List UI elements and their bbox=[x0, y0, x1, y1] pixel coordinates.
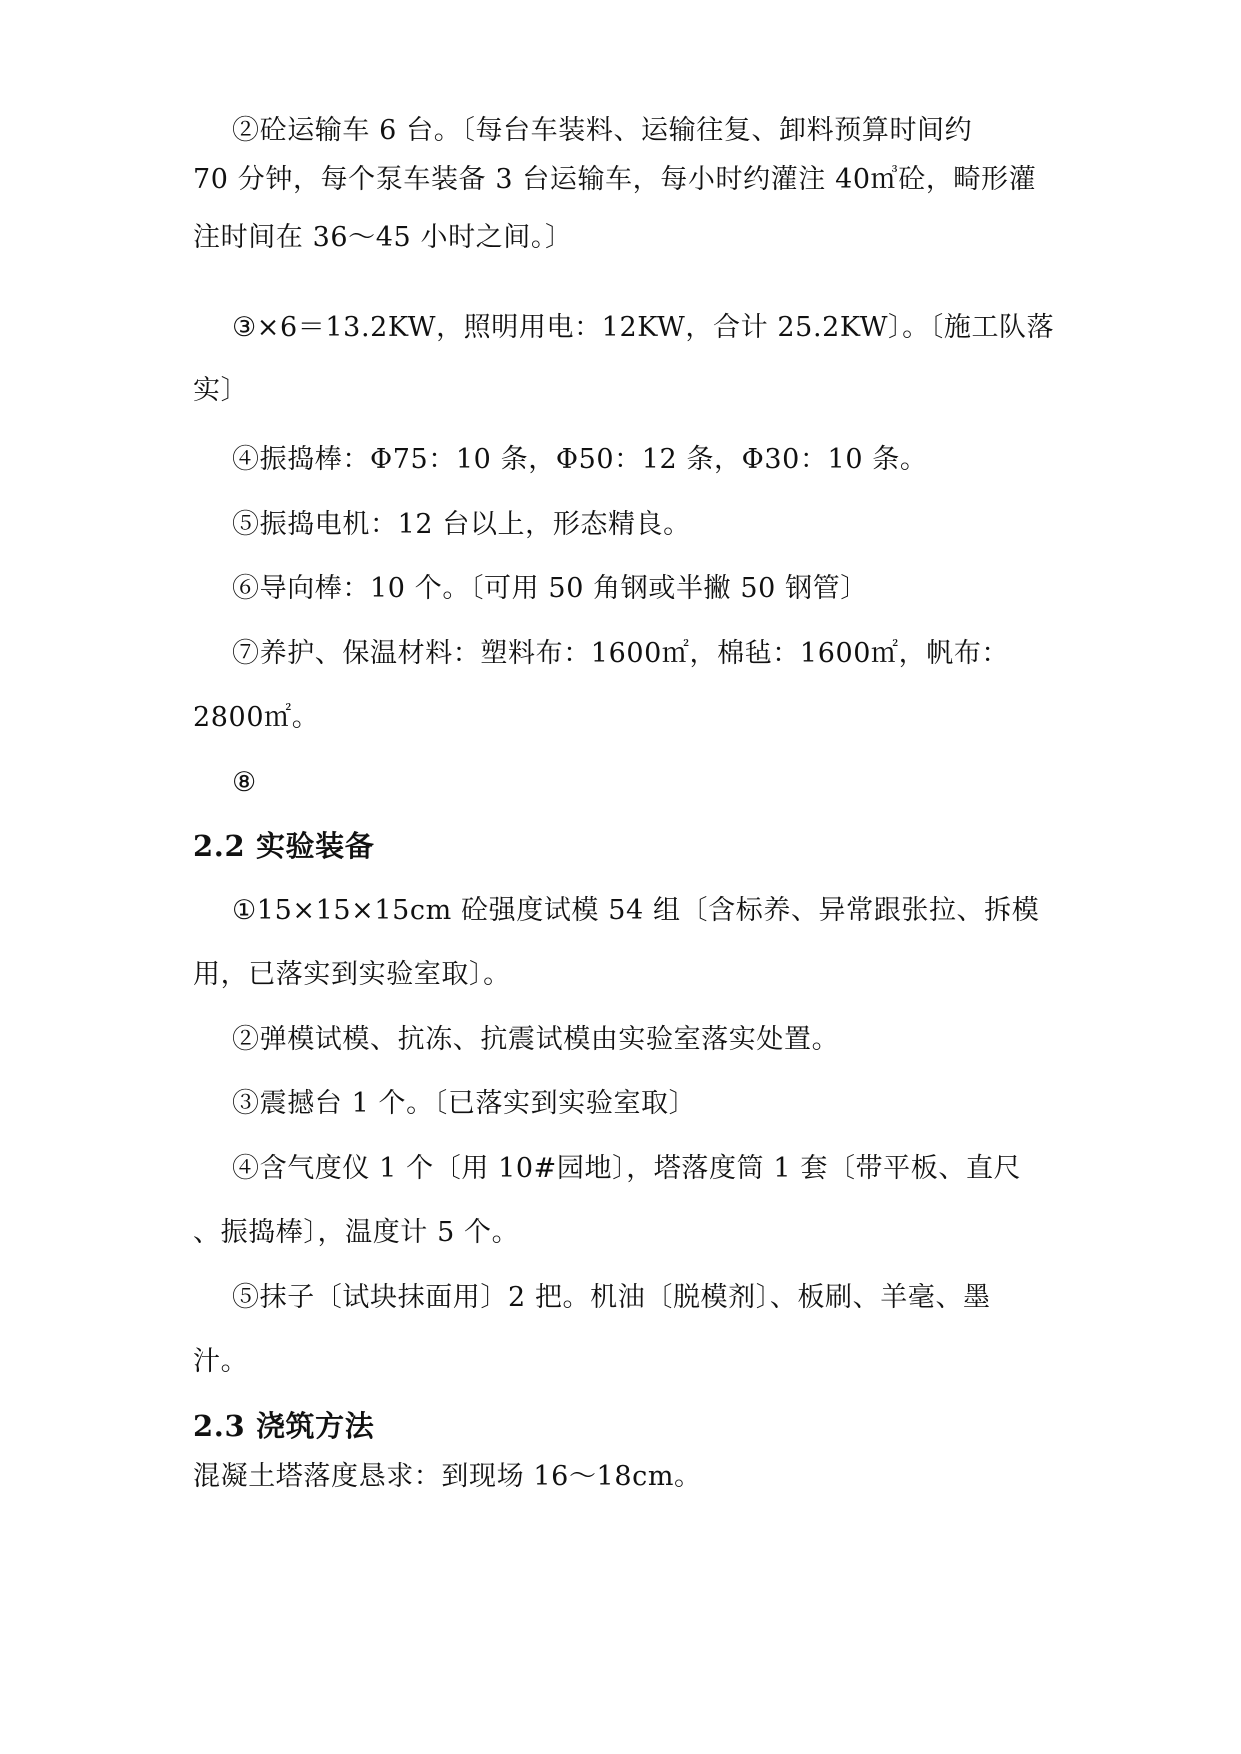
item-7-line-1: ⑦养护、保温材料：塑料布：1600㎡，棉毡：1600㎡，帆布： bbox=[232, 638, 1010, 669]
item-2-line-1: ②砼运输车 6 台。〔每台车装料、运输往复、卸料预算时间约 bbox=[232, 115, 973, 146]
item-2-line-2: 70 分钟，每个泵车装备 3 台运输车，每小时约灌注 40㎥砼，畸形灌 bbox=[193, 164, 1037, 195]
item-8: ⑧ bbox=[232, 767, 257, 798]
section-heading-2-2: 2.2 实验装备 bbox=[193, 829, 375, 863]
section-heading-2-3: 2.3 浇筑方法 bbox=[193, 1409, 375, 1443]
item-3-line-2: 实〕 bbox=[193, 375, 249, 406]
lab-item-1-line-1: ①15×15×15cm 砼强度试模 54 组〔含标养、异常跟张拉、拆模 bbox=[232, 895, 1040, 926]
lab-item-5-line-1: ⑤抹子〔试块抹面用〕2 把。机油〔脱模剂〕、板刷、羊毫、墨 bbox=[232, 1282, 991, 1313]
item-3-line-1: ③×6＝13.2KW，照明用电：12KW，合计 25.2KW〕。〔施工队落 bbox=[232, 312, 1055, 343]
item-6-guide-rods: ⑥导向棒：10 个。〔可用 50 角钢或半撇 50 钢管〕 bbox=[232, 573, 868, 604]
item-4-vibrator-rods: ④振捣棒：Φ75：10 条，Φ50：12 条，Φ30：10 条。 bbox=[232, 444, 928, 475]
lab-item-1-line-2: 用，已落实到实验室取〕。 bbox=[193, 959, 511, 990]
slump-requirement: 混凝土塔落度恳求：到现场 16～18cm。 bbox=[193, 1461, 702, 1492]
lab-item-4-line-2: 、振捣棒〕，温度计 5 个。 bbox=[193, 1217, 520, 1248]
item-5-vibrator-motors: ⑤振捣电机：12 台以上，形态精良。 bbox=[232, 509, 691, 540]
item-2-line-3: 注时间在 36～45 小时之间。〕 bbox=[193, 222, 573, 253]
lab-item-2: ②弹模试模、抗冻、抗震试模由实验室落实处置。 bbox=[232, 1024, 840, 1055]
lab-item-3: ③震撼台 1 个。〔已落实到实验室取〕 bbox=[232, 1088, 697, 1119]
lab-item-5-line-2: 汁。 bbox=[193, 1346, 249, 1377]
item-7-line-2: 2800㎡。 bbox=[193, 702, 320, 733]
lab-item-4-line-1: ④含气度仪 1 个〔用 10#园地〕，塔落度筒 1 套〔带平板、直尺 bbox=[232, 1153, 1022, 1184]
